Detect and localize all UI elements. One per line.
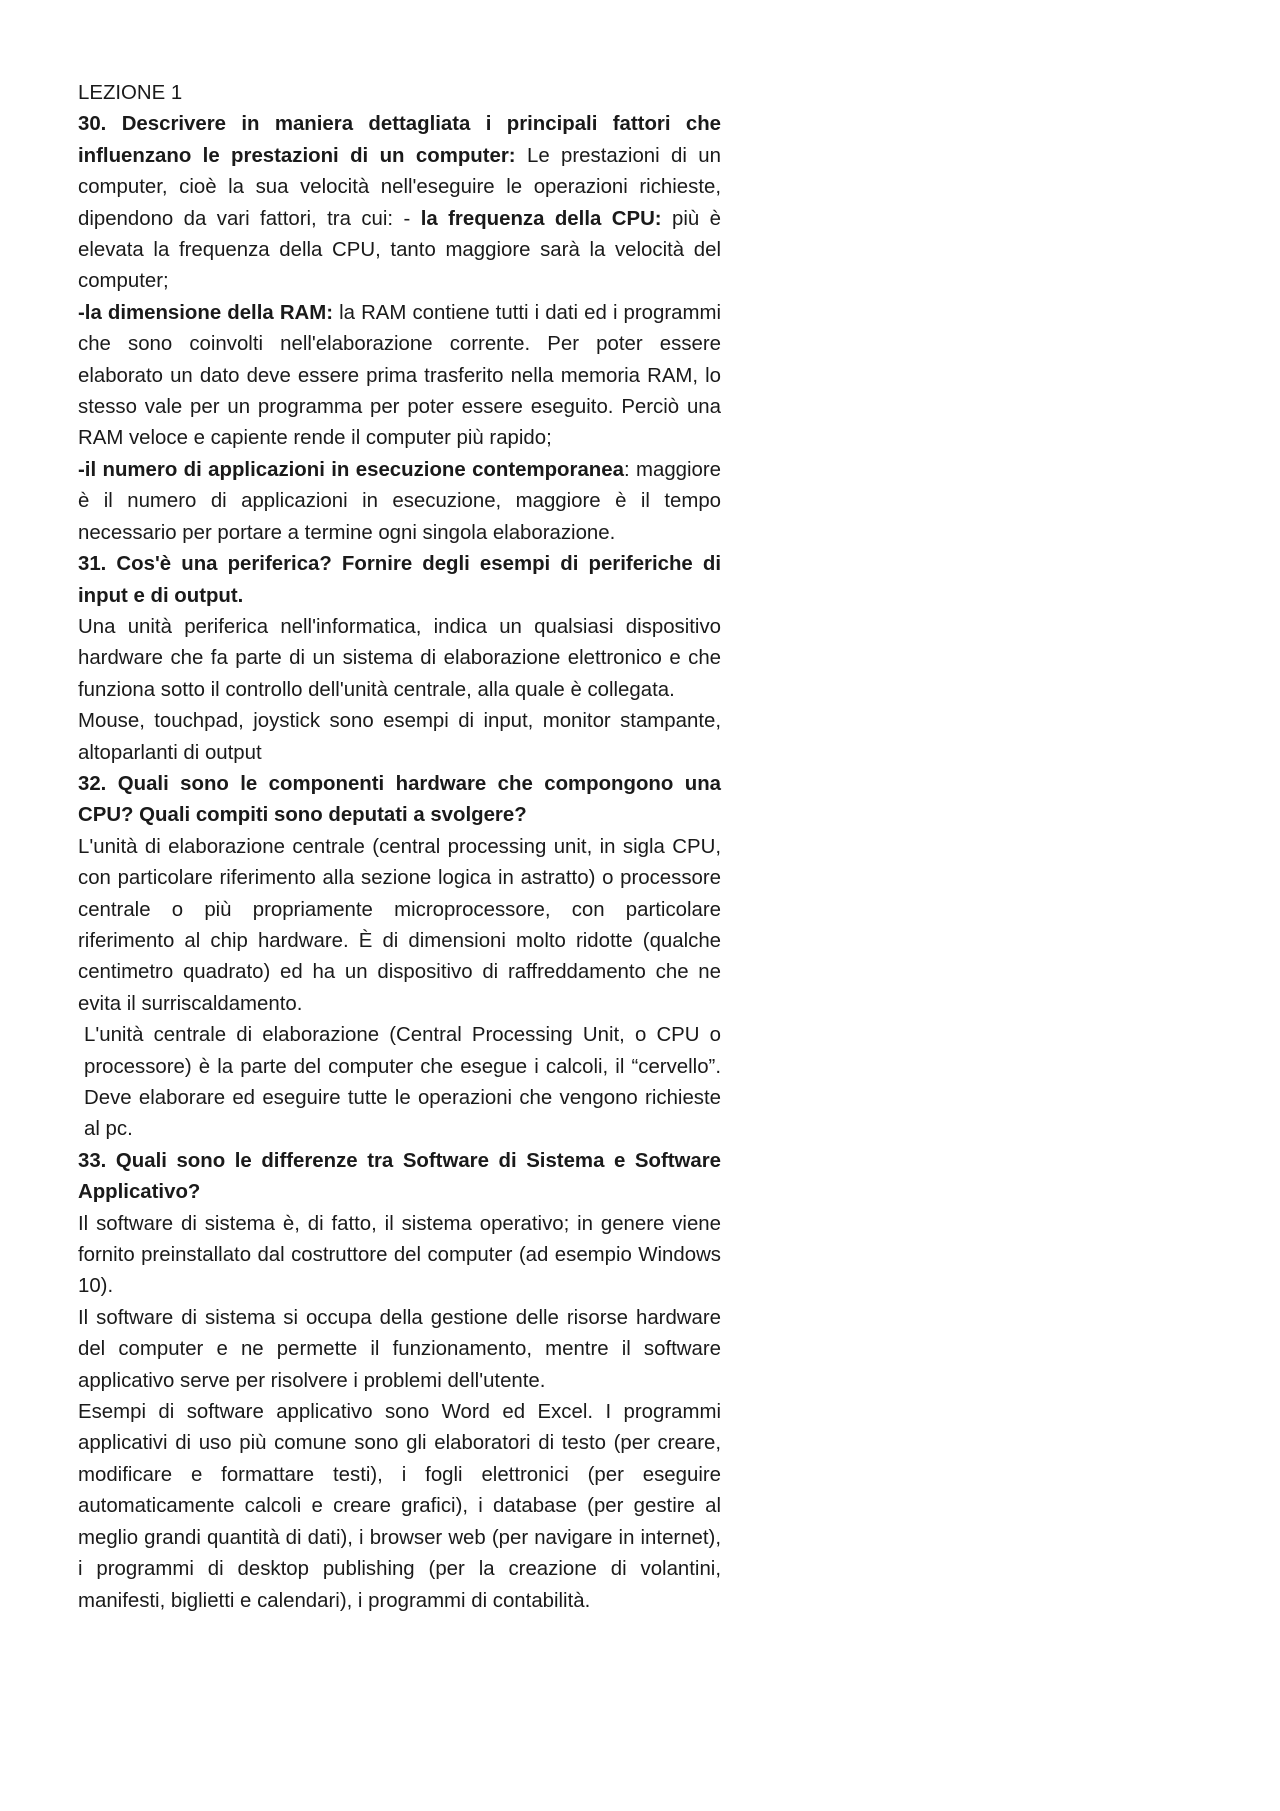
q30-question: 30. Descrivere in maniera dettagliata i principali fattori che influenzano le prestazioni di un computer:: [78, 113, 721, 167]
q33-question: 33. Quali sono le differenze tra Software di Sistema e Software Applicativo?: [78, 1149, 721, 1204]
q31-paragraph-1: Una unità periferica nell'informatica, indica un qualsiasi dispositivo hardware che fa parte di un sistema di elaborazione elettronico e che funziona sotto il controllo dell'unità centrale, alla quale è collegata.: [78, 615, 721, 701]
q31-question: 31. Cos'è una periferica? Fornire degli esempi di periferiche di input e di output.: [78, 553, 721, 607]
q30-factor3-paragraph: [78, 455, 721, 549]
q30-factor1-text: più è elevata la frequenza della CPU, tanto maggiore sarà la velocità del computer;: [78, 207, 721, 293]
lesson-title: LEZIONE 1: [78, 82, 183, 104]
q32-paragraph-1: L'unità di elaborazione centrale (central processing unit, in sigla CPU, con particolare riferimento alla sezione logica in astratto) o processore centrale o più propriamente microprocessore, con particolare riferimento al chip hardware. È di dimensioni molto ridotte (qualche centimetro quadrato) ed ha un dispositivo di raffreddamento che ne evita il surriscaldamento.: [78, 835, 721, 1015]
q31-paragraph-2: Mouse, touchpad, joystick sono esempi di input, monitor stampante, altoparlanti di output: [78, 710, 721, 764]
q32-paragraph-2: L'unità centrale di elaborazione (Central Processing Unit, o CPU o processore) è la parte del computer che esegue i calcoli, il “cervello”. Deve elaborare ed eseguire tutte le operazioni che vengono richieste al pc.: [84, 1024, 721, 1141]
q33-paragraph-3: Esempi di software applicativo sono Word ed Excel. I programmi applicativi di uso più comune sono gli elaboratori di testo (per creare, modificare e formattare testi), i fogli elettronici (per eseguire automaticamente calcoli e creare grafici), i database (per gestire al meglio grandi quantità di dati), i browser web (per navigare in internet), i programmi di desktop publishing (per la creazione di volantini, manifesti, biglietti e calendari), i programmi di contabilità.: [78, 1401, 721, 1612]
q33-paragraph-1: Il software di sistema è, di fatto, il sistema operativo; in genere viene fornito preinstallato dal costruttore del computer (ad esempio Windows 10).: [78, 1212, 721, 1298]
document-page: [78, 78, 721, 1617]
q32-question: 32. Quali sono le componenti hardware che compongono una CPU? Quali compiti sono deputati a svolgere?: [78, 772, 721, 827]
q30-factor3-label: -il numero di applicazioni in esecuzione contemporanea: [78, 458, 624, 481]
q30-factor2-label: -la dimensione della RAM:: [78, 301, 334, 324]
q30-factor2-paragraph: [78, 298, 721, 455]
q30-paragraph: [78, 109, 721, 297]
q30-factor3-text: : maggiore è il numero di applicazioni in esecuzione, maggiore è il tempo necessario per portare a termine ogni singola elaborazione.: [78, 458, 721, 544]
q33-paragraph-2: Il software di sistema si occupa della gestione delle risorse hardware del computer e ne permette il funzionamento, mentre il software applicativo serve per risolvere i problemi dell'utente.: [78, 1306, 721, 1392]
q30-intro: Le prestazioni di un computer, cioè la sua velocità nell'eseguire le operazioni richieste, dipendono da vari fattori, tra cui: -: [78, 144, 721, 230]
q30-factor2-text: la RAM contiene tutti i dati ed i programmi che sono coinvolti nell'elaborazione corrente. Per poter essere elaborato un dato deve essere prima trasferito nella memoria RAM, lo stesso vale per un programma per poter essere eseguito. Perciò una RAM veloce e capiente rende il computer più rapido;: [78, 301, 721, 450]
q30-factor1-label: la frequenza della CPU:: [420, 207, 662, 230]
